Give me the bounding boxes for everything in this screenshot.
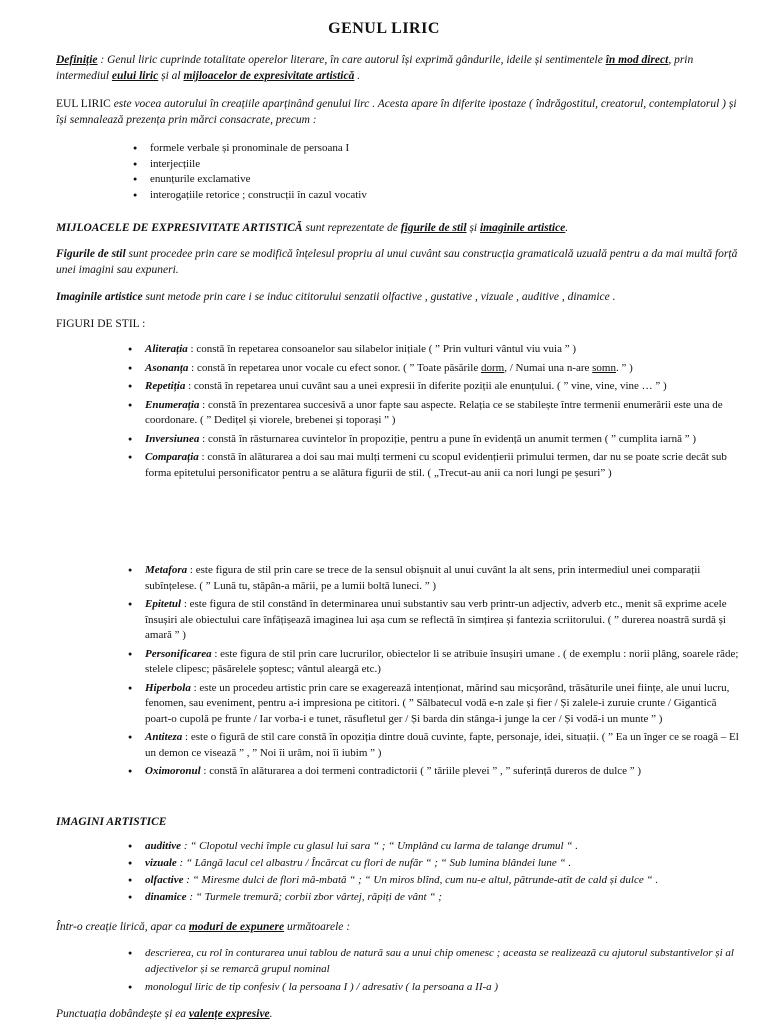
term: auditive xyxy=(145,840,182,852)
definition-text-2: , prin intermediul xyxy=(56,54,694,82)
mijloacele-text-2: și xyxy=(466,222,480,234)
eul-liric-label: EUL LIRIC xyxy=(56,98,111,110)
list-item xyxy=(145,597,745,644)
definition-text-4: . xyxy=(354,70,361,82)
term-description: : “ Miresme dulci de flori mă-mbată “ ; “ Un miros blînd, cum nu-e altul, pătrunde-atît de cald și dulce “ . xyxy=(183,874,659,886)
list-item xyxy=(145,855,745,872)
definition-label: Definiție xyxy=(56,54,98,66)
list-item xyxy=(145,563,745,594)
term-description: : este figura de stil prin care lucrurilor, obiectelor li se atribuie însușiri umane . ( de exemplu : norii plâng, soarele râde; stelele clipesc; păsărelele șoptesc; vântul aleargă etc.) xyxy=(145,647,739,675)
term-description: : “ Turmele tremură; corbii zbor vârtej, răpiți de vânt “ ; xyxy=(186,891,442,903)
term: vizuale xyxy=(145,857,177,869)
page-title: GENUL LIRIC xyxy=(328,20,440,37)
figuri-definition-text: sunt procedee prin care se modifică înțelesul propriu al unui cuvânt sau construcția gramaticală uzuală pentru a da mai multă forță unei imagini sau expuneri. xyxy=(56,248,738,276)
eul-liric-text: este vocea autorului în creațiile aparținând genului lirc . Acesta apare în diferite ipostaze ( îndrăgostitul, creatorul, contemplatorul ) și își semnalează prezența prin mărci consacrate, precum : xyxy=(56,98,737,126)
list-item: ● interjecțiile xyxy=(150,157,740,173)
imagini-definition-paragraph xyxy=(56,289,746,305)
list-item xyxy=(145,889,745,906)
figuri-term: figurile de stil xyxy=(400,222,467,234)
term: Epitetul xyxy=(145,598,182,610)
list-item xyxy=(145,647,745,678)
term-description: : este o figură de stil care constă în opoziția dintre două cuvinte, fapte, personaje, idei, situații. ( ” Ea un înger ce se roagă – El un demon ce visează ” , ” Noi îi urâm, noi îi iubim ” ) xyxy=(145,731,739,759)
list-item: ● interogațiile retorice ; construcții în cazul vocativ xyxy=(150,188,740,204)
term-description: : constă în prezentarea succesivă a unor fapte sau aspecte. Relația ce se stabilește între termenii enumerării este una de coordonare. ( ” Dedițel și viorele, brebenei și toporași ” ) xyxy=(145,398,723,426)
list-item xyxy=(145,342,745,358)
term: Aliterația xyxy=(145,343,188,355)
term-description: : “ Clopotul vechi împle cu glasul lui sara “ ; “ Umplând cu larma de talange drumul “ . xyxy=(181,840,578,852)
list-item xyxy=(145,872,745,889)
mijloace-term: mijloacelor de expresivitate artistică xyxy=(183,70,355,82)
list-item xyxy=(145,450,745,481)
list-item xyxy=(145,432,745,448)
list-item xyxy=(145,838,745,855)
term: Enumerația xyxy=(145,398,200,411)
imagini-heading: IMAGINI ARTISTICE xyxy=(56,816,167,828)
term-description: . ” ) xyxy=(616,361,633,374)
moduri-list xyxy=(145,946,745,996)
list-item xyxy=(145,398,745,429)
term-description: : este un procedeu artistic prin care se exagerează intenționat, mărind sau micșorând, trăsăturile unei ființe, ale unui lucru, fenomen, sau eveniment, pentru a-i impresiona pe cititori. ( ” Sălbatecul vodă e-n zale și fier / Și zalele-i zuruie crunte / Gigantică poart-o cupolă pe frunte / Iar vorba-i e tunet, răsufletul ger / Și barda din stânga-i junge la cer / Și vodă-i un munte ” ) xyxy=(145,681,730,725)
mijloacele-paragraph xyxy=(56,220,746,236)
figuri-list-2 xyxy=(145,563,745,783)
term-description: : constă în răsturnarea cuvintelor în propoziție, pentru a pune în evidență un anumit termen ( ” cumplita iarnă ” ) xyxy=(199,432,697,445)
punctuatia-paragraph xyxy=(56,1006,746,1022)
moduri-term: moduri de expunere xyxy=(188,921,285,933)
term: Repetiția xyxy=(145,380,186,392)
moduri-text: Într-o creație lirică, apar ca xyxy=(56,921,189,933)
term: dinamice xyxy=(145,891,187,903)
valente-term: valențe expresive xyxy=(188,1008,270,1020)
list-item: ● descrierea, cu rol în conturarea unui tablou de natură sau a unui chip omenesc ; aceasta se realizează cu ajutorul substantivelor și al adjectivelor și se remarcă grupul nominal xyxy=(145,946,745,977)
term: Asonanța xyxy=(145,361,189,374)
term: Hiperbola xyxy=(145,681,191,694)
moduri-text-2: următoarele : xyxy=(284,921,351,933)
list-item: ● formele verbale și pronominale de persoana I xyxy=(150,141,740,157)
term-description: : este figura de stil prin care se trece de la sensul obișnuit al unui cuvânt la alt sens, prin intermediul unei comparații subînțelese. ( ” Lună tu, stăpân-a mării, pe a lumii boltă luneci. ” ) xyxy=(145,564,701,592)
figuri-definition-label: Figurile de stil xyxy=(56,248,126,260)
imagini-definition-label: Imaginile artistice xyxy=(56,291,143,303)
figuri-definition-paragraph xyxy=(56,246,746,278)
list-item: ● monologul liric de tip confesiv ( la persoana I ) / adresativ ( la persoana a II-a ) xyxy=(145,980,745,996)
term-description: , / Numai una n-are xyxy=(504,361,593,374)
definition-text: : Genul liric cuprinde totalitate operelor literare, în care autorul își exprimă gândurile, ideile și sentimentele xyxy=(97,54,606,66)
term-description: : constă în alăturarea a doi termeni contradictorii ( ” tăriile plevei ” , ” suferință dureros de dulce ” ) xyxy=(200,765,642,777)
list-item xyxy=(145,361,745,377)
mijloacele-label: MIJLOACELE DE EXPRESIVITATE ARTISTICĂ xyxy=(56,222,303,234)
imagini-definition-text: sunt metode prin care i se induc cititorului senzatii olfactive , gustative , vizuale , auditive , dinamice . xyxy=(142,291,616,303)
imagini-term: imaginile artistice xyxy=(479,222,566,234)
punctuatia-text-2: . xyxy=(269,1008,273,1020)
underlined-word: somn xyxy=(592,361,616,374)
term: Metafora xyxy=(145,564,188,576)
mijloacele-text: sunt reprezentate de xyxy=(302,222,401,234)
list-item xyxy=(145,379,745,395)
mijloacele-text-3: . xyxy=(565,222,569,234)
term-description: : constă în alăturarea a doi sau mai mulți termeni cu scopul evidențierii primului termen, dar nu se poate scrie decât sub forma epitetului personificator pentru a se alătura figurii de stil. ( „Trecut-au anii ca nori lungi pe șesuri” ) xyxy=(145,451,727,479)
list-item xyxy=(145,764,745,780)
term: Comparația xyxy=(145,451,199,463)
list-item xyxy=(145,730,745,761)
term: Inversiunea xyxy=(145,432,200,445)
moduri-paragraph xyxy=(56,919,746,935)
figuri-heading: FIGURI DE STIL : xyxy=(56,318,146,330)
term-description: : constă în repetarea consoanelor sau silabelor inițiale ( ” Prin vulturi vântul viu vuia ” ) xyxy=(187,343,577,355)
underlined-word: dorm xyxy=(480,361,505,374)
term: olfactive xyxy=(145,874,184,886)
eul-liric-paragraph xyxy=(56,96,746,128)
term-description: : constă în repetarea unui cuvânt sau a unei expresii în diferite poziții ale enunțului. ( ” vine, vine, vine … ” ) xyxy=(185,380,667,392)
list-item: ● enunțurile exclamative xyxy=(150,172,740,188)
figuri-list-1 xyxy=(145,342,745,484)
list-item xyxy=(145,681,745,728)
direct-term: în mod direct xyxy=(605,54,669,66)
marci-list xyxy=(150,141,740,203)
term-description: : “ Lângă lacul cel albastru / Încărcat cu flori de nufăr “ ; “ Sub lumina blândei lune “ . xyxy=(176,857,572,869)
imagini-list xyxy=(145,838,745,906)
definition-paragraph xyxy=(56,52,746,84)
definition-text-3: și al xyxy=(158,70,184,82)
term: Antiteza xyxy=(145,731,183,743)
punctuatia-text: Punctuația dobândește și ea xyxy=(56,1008,189,1020)
term-description: : este figura de stil constând în determinarea unui substantiv sau verb printr-un adjectiv, adverb etc., menit să exprime acele însușiri ale obiectului care înfățișează imaginea lui așa cum se reflectă în simțirea și fantezia scriitorului. ( ” durerea noastră surdă și amară ” ) xyxy=(145,598,727,641)
term-description: : constă în repetarea unor vocale cu efect sonor. ( ” Toate păsările xyxy=(188,361,481,374)
eului-term: eului liric xyxy=(111,70,159,82)
term: Oximoronul xyxy=(145,765,201,777)
term: Personificarea xyxy=(145,647,212,660)
